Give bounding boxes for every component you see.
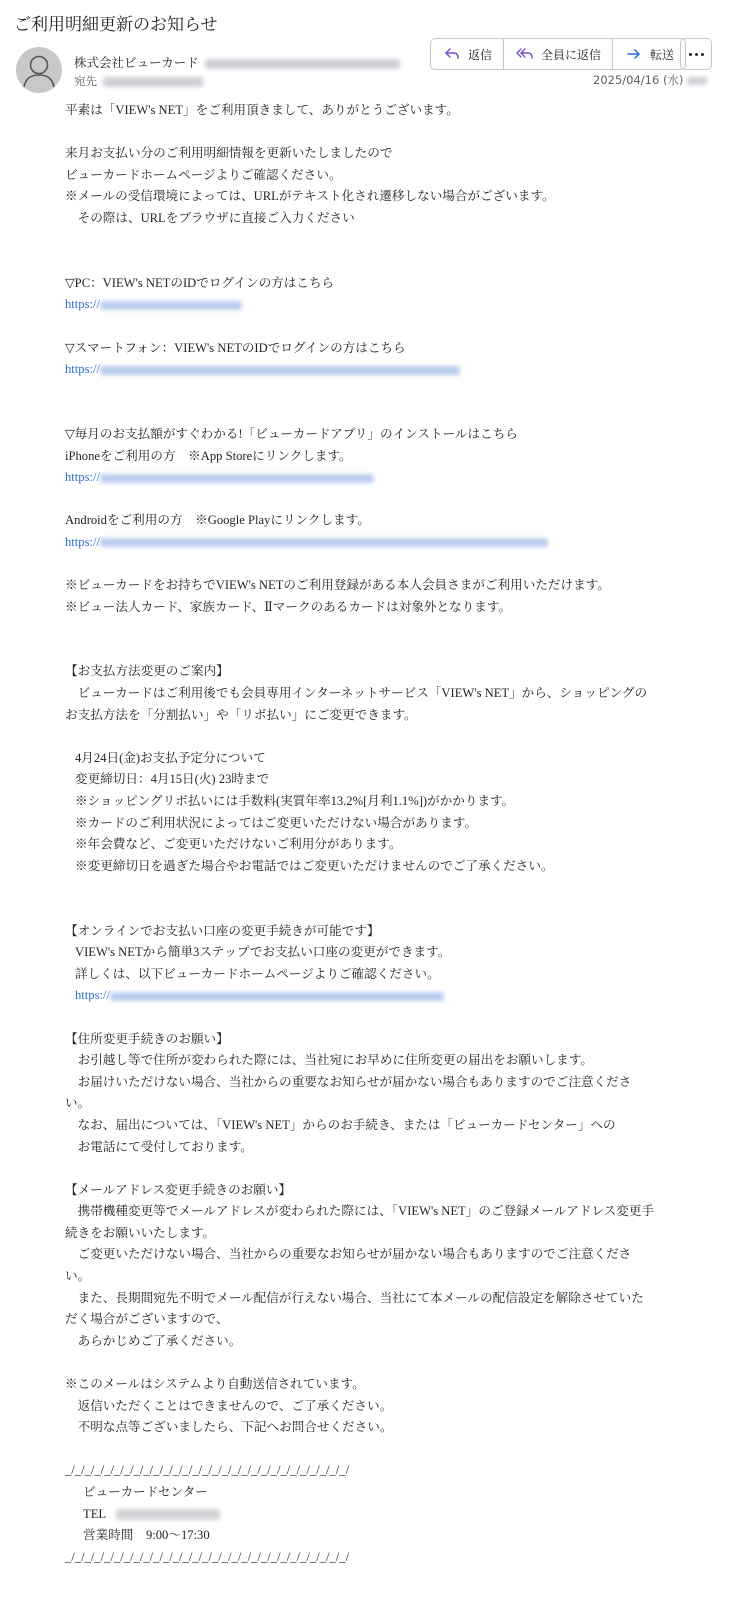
tel-redacted bbox=[116, 1509, 220, 1520]
app-store-link[interactable]: https:// bbox=[65, 467, 655, 489]
forward-label: 転送 bbox=[650, 47, 675, 62]
reply-button[interactable] bbox=[431, 39, 504, 69]
member-note: ※ビューカードをお持ちでVIEW's NETのご利用登録がある本人会員さまがご利用いただけます。 bbox=[65, 578, 610, 593]
reply-all-label: 全員に返信 bbox=[541, 47, 602, 62]
notice-line: ビューカードホームページよりご確認ください。 bbox=[65, 167, 342, 182]
payment-line: ※ショッピングリボ払いには手数料(実質年率13.2%[月利1.1%])がかかります。 bbox=[75, 794, 515, 808]
account-change-link[interactable]: https:// bbox=[65, 985, 655, 1007]
sp-login-link[interactable]: https:// bbox=[65, 359, 655, 381]
sender-address-redacted bbox=[205, 59, 400, 69]
greeting: 平素は「VIEW's NET」をご利用頂きまして、ありがとうございます。 bbox=[65, 103, 459, 117]
sender bbox=[74, 53, 400, 71]
payment-line: 変更締切日：4月15日(火) 23時まで bbox=[75, 772, 270, 787]
mail-change-text: 携帯機種変更等でメールアドレスが変わられた際には、「VIEW's NET」のご登録メールアドレス変更手続きをお願いいたします。 ご変更いただけない場合、当社からの重要なお知らせが届かない場合もありますのでご注意ください。 また、長期間宛先不明でメール配信が行えない場合、当社にて本メールの配信設定を解除させていただく場合がございますので、 あらかじめご了承ください。 bbox=[65, 1204, 655, 1348]
recipient bbox=[74, 73, 203, 89]
payment-intro: ビューカードはご利用後でも会員専用インターネットサービス「VIEW's NET」から、ショッピングのお支払方法を「分割払い」や「リボ払い」にご変更できます。 bbox=[65, 686, 648, 722]
pc-login-link[interactable]: https:// bbox=[65, 294, 655, 316]
reply-all-icon bbox=[515, 44, 535, 64]
sender-name: 株式会社ビューカード bbox=[74, 55, 199, 70]
app-heading: ▽毎月のお支払額がすぐわかる!「ビューカードアプリ」のインストールはこちら bbox=[65, 426, 518, 441]
reply-icon bbox=[442, 44, 462, 64]
email-subject: ご利用明細更新のお知らせ bbox=[14, 15, 218, 35]
avatar-person-icon bbox=[16, 47, 62, 93]
reply-all-button[interactable] bbox=[504, 39, 613, 69]
mail-change-heading: 【メールアドレス変更手続きのお願い】 bbox=[65, 1182, 292, 1197]
payment-line: ※カードのご利用状況によってはご変更いただけない場合があります。 bbox=[75, 815, 477, 830]
system-line: 不明な点等ございましたら、下記へお問合せください。 bbox=[65, 1420, 393, 1435]
notice-line: 来月お支払い分のご利用明細情報を更新いたしましたので bbox=[65, 146, 393, 161]
sp-login-heading: ▽スマートフォン：VIEW's NETのIDでログインの方はこちら bbox=[65, 340, 406, 355]
footer-hours: 営業時間 9:00～17:30 bbox=[83, 1528, 210, 1543]
payment-heading: 【お支払方法変更のご案内】 bbox=[65, 664, 229, 679]
payment-line: ※変更締切日を過ぎた場合やお電話ではご変更いただけませんのでご了承ください。 bbox=[75, 858, 554, 873]
address-text: お引越し等で住所が変わられた際には、当社宛にお早めに住所変更の届出をお願いします。 お届けいただけない場合、当社からの重要なお知らせが届かない場合もありますのでご注意ください。 なお、届出については、「VIEW's NET」からのお手続き、または「ビューカードセンター」への お電話にて受付しております。 bbox=[65, 1053, 632, 1154]
footer-separator: _/_/_/_/_/_/_/_/_/_/_/_/_/_/_/_/_/_/_/_/_/_/_/_/_/_/_/_/_/ bbox=[65, 1463, 350, 1478]
payment-line: ※年会費など、ご変更いただけないご利用分があります。 bbox=[75, 837, 402, 852]
forward-button[interactable] bbox=[613, 39, 685, 69]
account-line: 詳しくは、以下ビューカードホームページよりご確認ください。 bbox=[75, 966, 440, 981]
android-line: Androidをご利用の方 ※Google Playにリンクします。 bbox=[65, 513, 370, 528]
system-line: ※このメールはシステムより自動送信されています。 bbox=[65, 1377, 365, 1392]
account-heading: 【オンラインでお支払い口座の変更手続きが可能です】 bbox=[65, 923, 380, 938]
received-date bbox=[593, 72, 707, 88]
member-note: ※ビュー法人カード、家族カード、Ⅱマークのあるカードは対象外となります。 bbox=[65, 599, 512, 614]
more-icon[interactable] bbox=[680, 38, 712, 70]
notice-line: ※メールの受信環境によっては、URLがテキスト化され遷移しない場合がございます。 bbox=[65, 189, 555, 204]
iphone-line: iPhoneをご利用の方 ※App Storeにリンクします。 bbox=[65, 448, 352, 463]
message-body bbox=[65, 100, 655, 1568]
account-line: VIEW's NETから簡単3ステップでお支払い口座の変更ができます。 bbox=[75, 945, 451, 960]
forward-icon bbox=[624, 44, 644, 64]
footer-separator: _/_/_/_/_/_/_/_/_/_/_/_/_/_/_/_/_/_/_/_/_/_/_/_/_/_/_/_/_/ bbox=[65, 1549, 350, 1564]
payment-line: 4月24日(金)お支払予定分について bbox=[75, 750, 266, 765]
address-heading: 【住所変更手続きのお願い】 bbox=[65, 1031, 229, 1046]
message-actions bbox=[430, 38, 686, 70]
notice-line: その際は、URLをブラウザに直接ご入力ください bbox=[65, 210, 355, 225]
google-play-link[interactable]: https:// bbox=[65, 532, 655, 554]
footer-tel: TEL bbox=[65, 1504, 655, 1526]
time-redacted bbox=[687, 77, 707, 85]
recipient-address-redacted bbox=[103, 77, 203, 87]
to-label: 宛先 bbox=[74, 74, 97, 88]
pc-login-heading: ▽PC：VIEW's NETのIDでログインの方はこちら bbox=[65, 275, 335, 290]
system-line: 返信いただくことはできませんので、ご了承ください。 bbox=[65, 1398, 393, 1413]
footer-center: ビューカードセンター bbox=[83, 1485, 208, 1499]
date-text: 2025/04/16 (水) bbox=[593, 73, 684, 87]
reply-label: 返信 bbox=[468, 47, 493, 62]
